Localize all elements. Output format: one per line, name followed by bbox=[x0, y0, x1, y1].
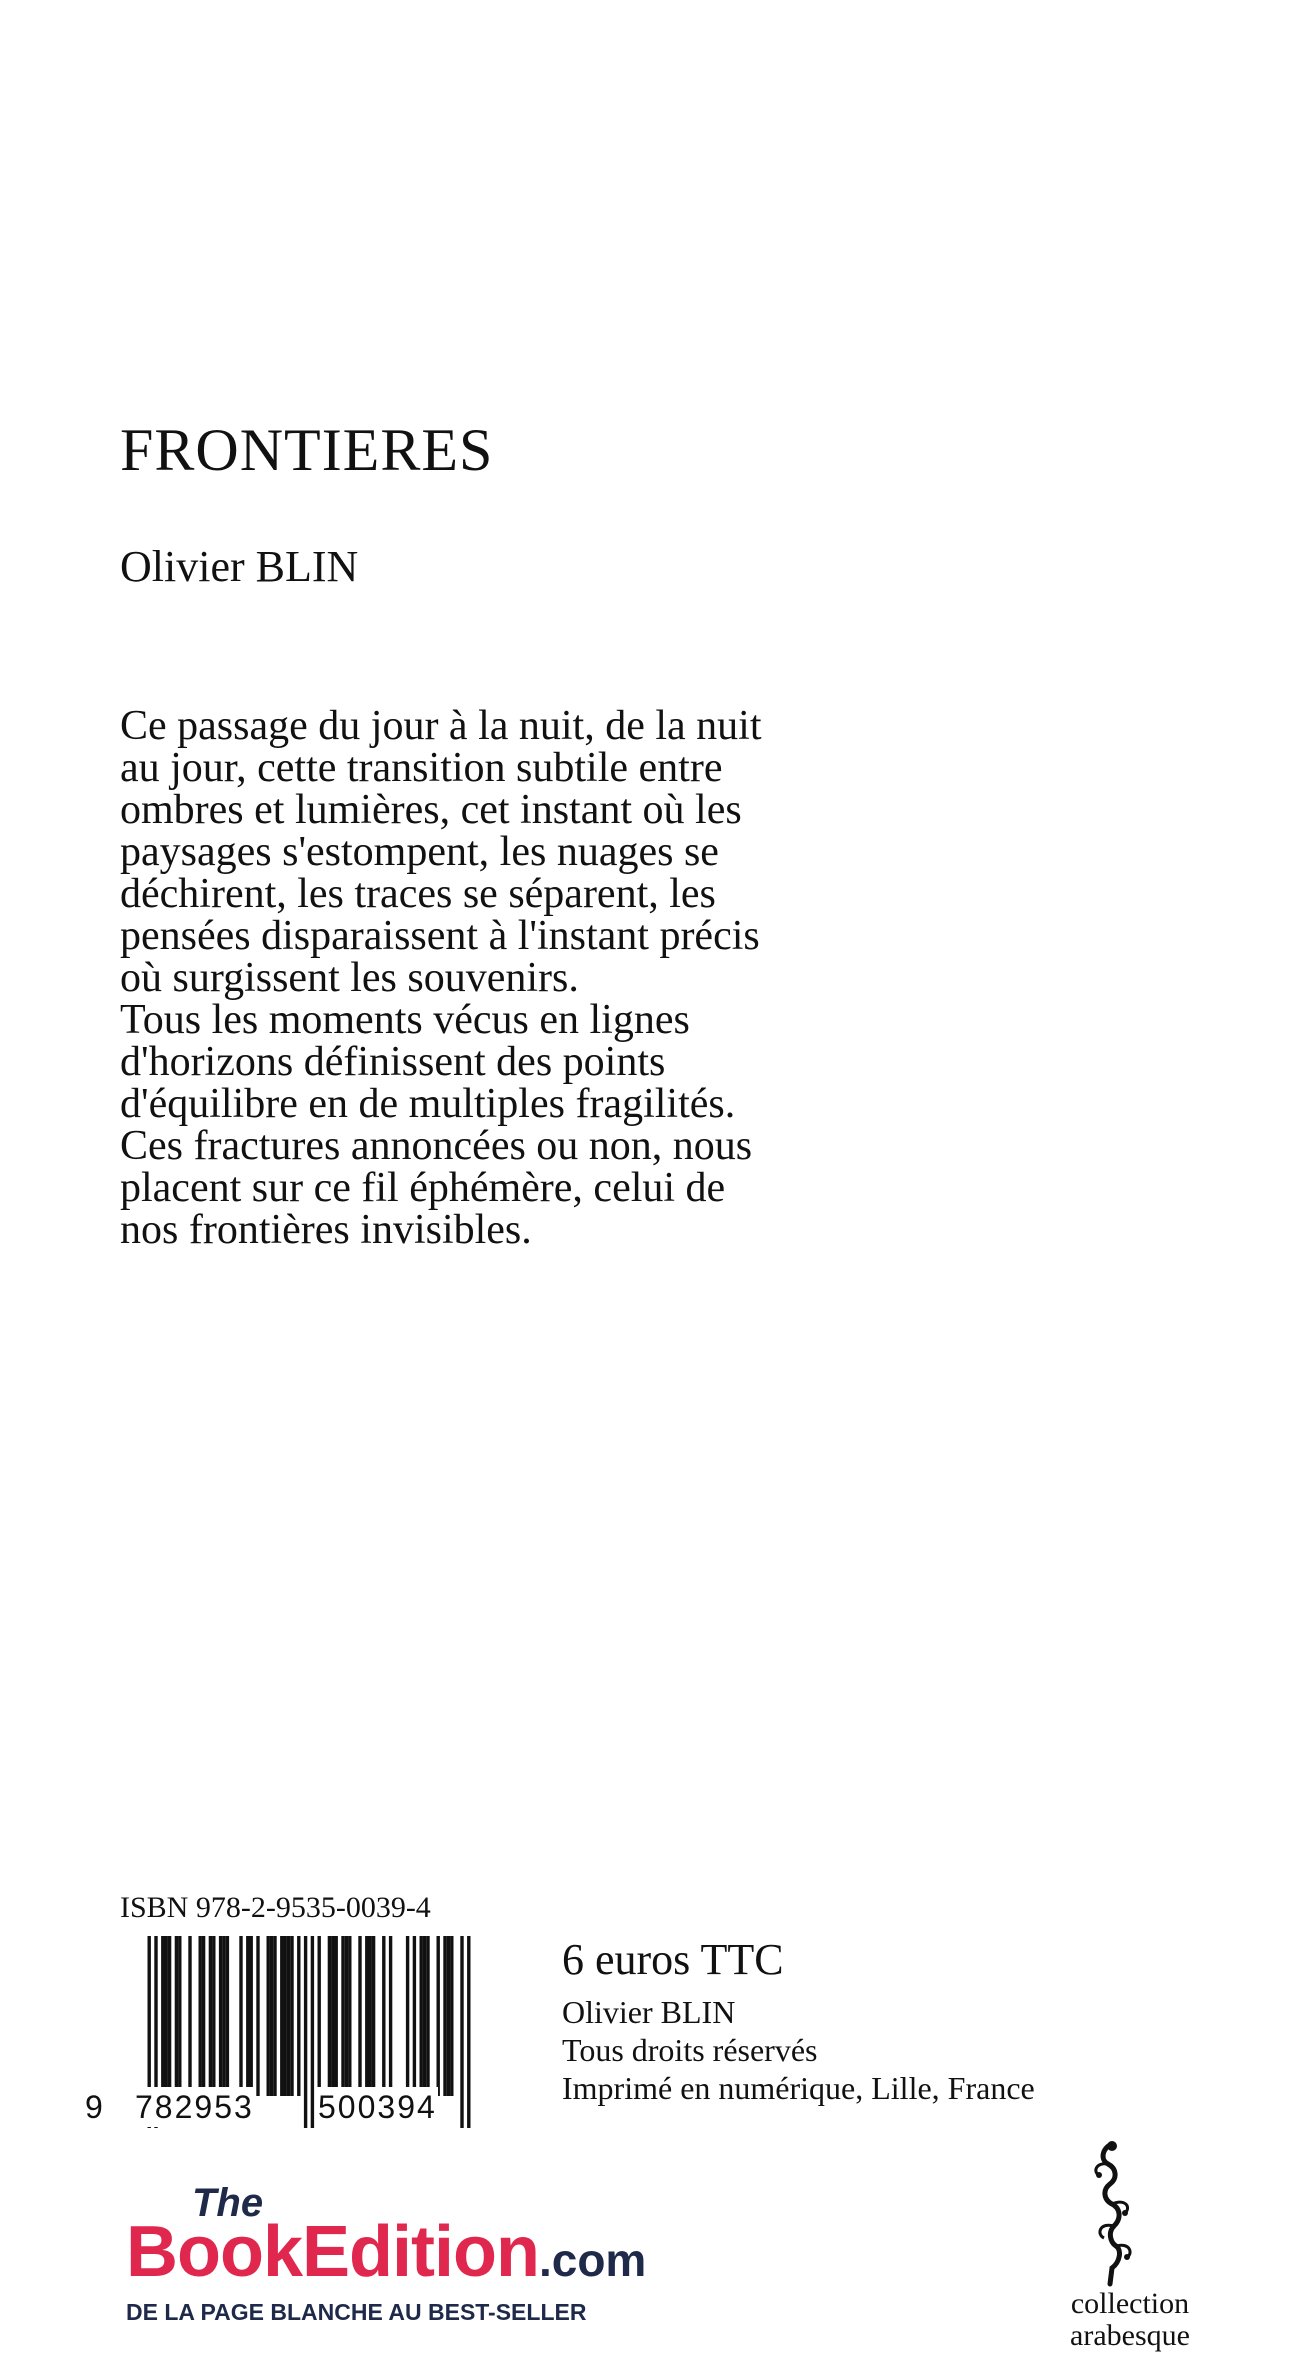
blurb-line: où surgissent les souvenirs. bbox=[120, 955, 579, 1001]
collection-line2: arabesque bbox=[1070, 2319, 1190, 2352]
blurb-line: paysages s'estompent, les nuages se bbox=[120, 829, 719, 875]
blurb-line: Tous les moments vécus en lignes bbox=[120, 997, 690, 1043]
barcode-bar bbox=[420, 1936, 423, 2096]
barcode-bar bbox=[335, 1936, 338, 2096]
barcode-bar bbox=[199, 1936, 202, 2096]
logo-main-text: BookEdition bbox=[126, 2212, 539, 2292]
arabesque-ornament-icon bbox=[1072, 2138, 1152, 2288]
isbn-label: ISBN 978-2-9535-0039-4 bbox=[120, 1891, 431, 1924]
barcode-bar bbox=[284, 1936, 287, 2096]
barcode-bar bbox=[290, 1936, 293, 2096]
barcode-bar bbox=[273, 1936, 276, 2096]
blurb-line: Ce passage du jour à la nuit, de la nuit bbox=[120, 703, 762, 749]
barcode-bar bbox=[178, 1936, 181, 2096]
blurb-line: nos frontières invisibles. bbox=[120, 1207, 532, 1253]
barcode-bar bbox=[239, 1936, 242, 2096]
barcode-bar bbox=[358, 1936, 361, 2096]
barcode-bar bbox=[423, 1936, 426, 2096]
barcode-digit-group-right: 500394 bbox=[318, 2089, 437, 2125]
book-title: FRONTIERES bbox=[120, 417, 494, 483]
barcode-bar bbox=[219, 1936, 222, 2096]
blurb-line: pensées disparaissent à l'instant précis bbox=[120, 913, 760, 959]
barcode-bar bbox=[365, 1936, 368, 2096]
logo-tagline: DE LA PAGE BLANCHE AU BEST-SELLER bbox=[126, 2299, 587, 2325]
barcode-digit-first: 9 bbox=[85, 2089, 103, 2125]
barcode-bar bbox=[345, 1936, 348, 2096]
barcode-bar bbox=[426, 1936, 429, 2096]
barcode-bar bbox=[256, 1936, 259, 2096]
barcode-bar bbox=[250, 1936, 253, 2096]
book-author: Olivier BLIN bbox=[120, 542, 359, 591]
barcode-bar bbox=[297, 1936, 300, 2096]
info-printing: Imprimé en numérique, Lille, France bbox=[562, 2070, 1035, 2106]
barcode-bar bbox=[413, 1936, 416, 2096]
logo-domain: .com bbox=[538, 2234, 647, 2286]
blurb-line: d'horizons définissent des points bbox=[120, 1039, 666, 1085]
barcode-bar bbox=[341, 1936, 344, 2096]
logo-the: The bbox=[192, 2181, 264, 2225]
barcode-bar bbox=[287, 1936, 290, 2096]
barcode-bar bbox=[280, 1936, 283, 2096]
barcode-bar bbox=[270, 1936, 273, 2096]
logo-wordmark bbox=[126, 2212, 647, 2292]
barcode-bar bbox=[447, 1936, 450, 2096]
barcode-bar bbox=[165, 1936, 168, 2096]
barcode-bar bbox=[328, 1936, 331, 2096]
barcode-bar bbox=[369, 1936, 372, 2096]
collection-label bbox=[1030, 2288, 1230, 2352]
bookedition-logo bbox=[126, 2183, 716, 2343]
barcode-digits bbox=[84, 2087, 504, 2127]
barcode-bar bbox=[389, 1936, 392, 2096]
barcode-bar bbox=[175, 1936, 178, 2096]
barcode-bar bbox=[168, 1936, 171, 2096]
barcode-bar bbox=[202, 1936, 205, 2096]
barcode-bar bbox=[348, 1936, 351, 2096]
barcode-bar bbox=[331, 1936, 334, 2096]
barcode-bar bbox=[188, 1936, 191, 2096]
barcode-bar bbox=[212, 1936, 215, 2096]
barcode-bar bbox=[372, 1936, 375, 2096]
blurb-line: au jour, cette transition subtile entre bbox=[120, 745, 723, 791]
back-cover-blurb bbox=[120, 705, 960, 1251]
barcode-bar bbox=[209, 1936, 212, 2096]
barcode-bar bbox=[226, 1936, 229, 2096]
barcode-bar bbox=[246, 1936, 249, 2096]
publication-info bbox=[562, 1993, 1035, 2107]
blurb-line: placent sur ce fil éphémère, celui de bbox=[120, 1165, 726, 1211]
info-author: Olivier BLIN bbox=[562, 1994, 736, 2030]
barcode-bar bbox=[443, 1936, 446, 2096]
barcode-bar bbox=[222, 1936, 225, 2096]
barcode-bar bbox=[382, 1936, 385, 2096]
barcode-bar bbox=[267, 1936, 270, 2096]
barcode-bar bbox=[450, 1936, 453, 2096]
price: 6 euros TTC bbox=[562, 1935, 784, 1984]
barcode-bar bbox=[318, 1936, 321, 2096]
barcode-bar bbox=[406, 1936, 409, 2096]
info-rights: Tous droits réservés bbox=[562, 2032, 818, 2068]
barcode-digit-group-left: 782953 bbox=[135, 2089, 254, 2125]
blurb-line: déchirent, les traces se séparent, les bbox=[120, 871, 716, 917]
collection-mark bbox=[1030, 2138, 1230, 2358]
blurb-line: d'équilibre en de multiples fragilités. bbox=[120, 1081, 736, 1127]
barcode-bar bbox=[437, 1936, 440, 2096]
barcode-bar bbox=[161, 1936, 164, 2096]
collection-line1: collection bbox=[1070, 2287, 1190, 2320]
blurb-line: ombres et lumières, cet instant où les bbox=[120, 787, 742, 833]
blurb-line: Ces fractures annoncées ou non, nous bbox=[120, 1123, 753, 1169]
